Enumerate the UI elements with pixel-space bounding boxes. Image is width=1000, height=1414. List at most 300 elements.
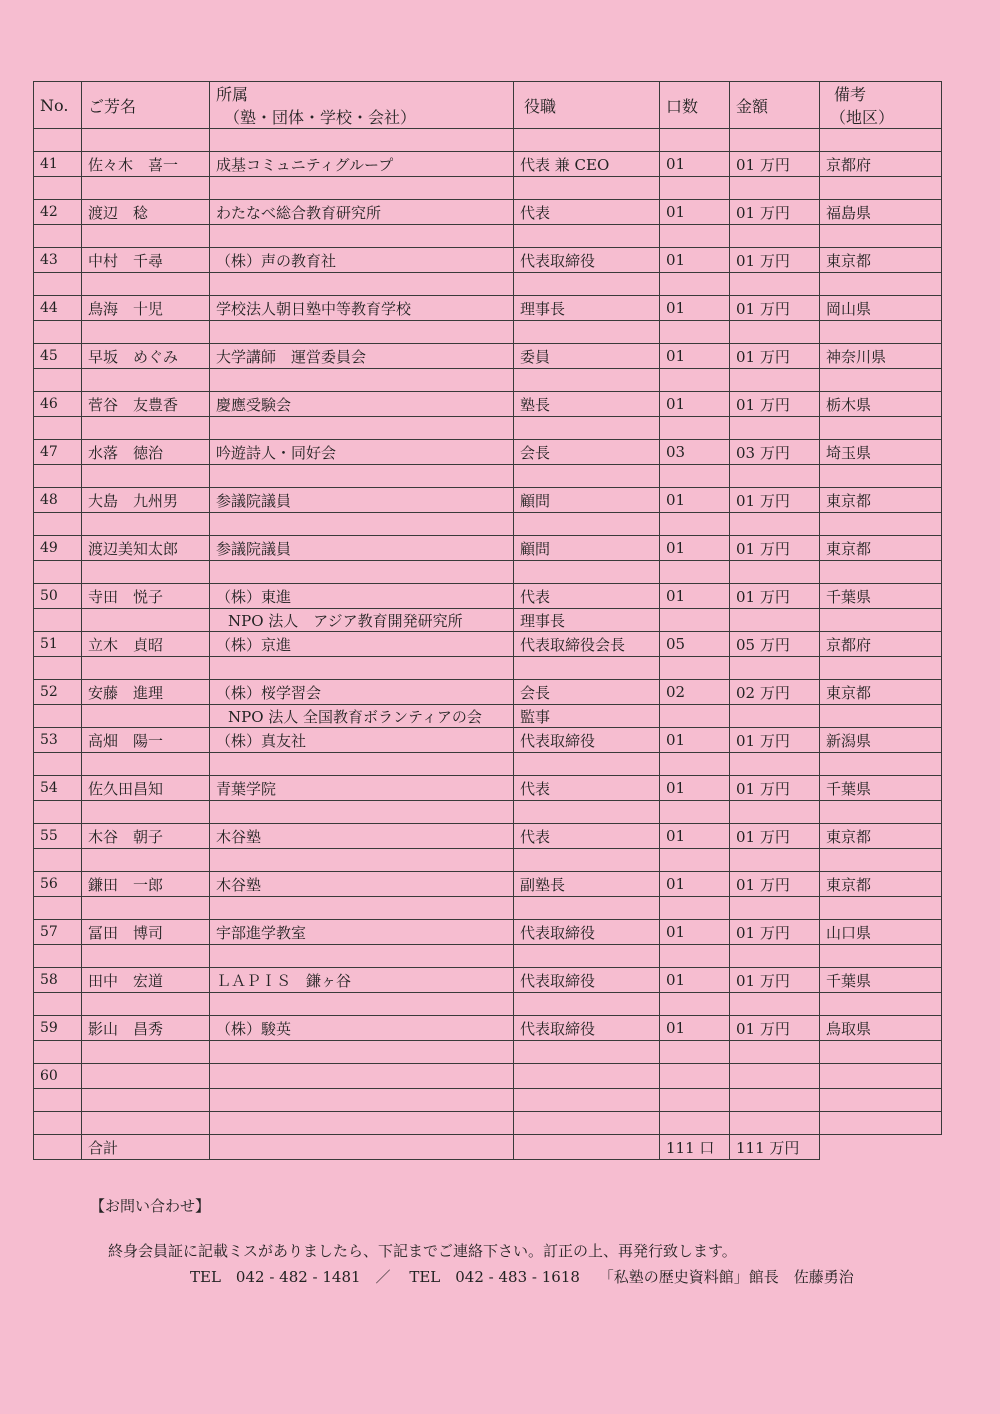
header-no: No. xyxy=(34,82,82,129)
blank-cell xyxy=(730,657,820,680)
blank-cell xyxy=(34,1135,82,1160)
blank-cell xyxy=(514,657,660,680)
roster-body xyxy=(34,82,942,1160)
blank-cell xyxy=(820,993,942,1016)
blank-cell xyxy=(660,657,730,680)
contact-heading: 【お問い合わせ】 xyxy=(90,1197,211,1215)
header-affiliation-sub: （塾・団体・学校・会社） xyxy=(224,108,417,127)
blank-row xyxy=(34,1112,942,1135)
row-number: 53 xyxy=(34,728,82,753)
blank-cell xyxy=(34,129,82,152)
blank-cell xyxy=(82,801,210,824)
blank-cell xyxy=(660,1112,730,1135)
member-affiliation: 慶應受験会 xyxy=(210,392,514,417)
member-position: 代表 xyxy=(514,824,660,849)
blank-cell xyxy=(210,177,514,200)
member-amount: 01 万円 xyxy=(730,152,820,177)
member-position: 塾長 xyxy=(514,392,660,417)
blank-cell xyxy=(820,1112,942,1135)
blank-cell xyxy=(210,1089,514,1112)
blank-cell xyxy=(820,801,942,824)
member-affiliation: 宇部進学教室 xyxy=(210,920,514,945)
member-region: 京都府 xyxy=(820,632,942,657)
member-name: 佐久田昌知 xyxy=(82,776,210,801)
member-roster-table xyxy=(33,81,942,1160)
member-region: 栃木県 xyxy=(820,392,942,417)
blank-cell xyxy=(514,993,660,1016)
blank-cell xyxy=(730,609,820,632)
total-row xyxy=(34,1135,942,1160)
blank-cell xyxy=(82,465,210,488)
header-name: ご芳名 xyxy=(82,82,210,129)
blank-cell xyxy=(730,801,820,824)
blank-cell xyxy=(660,561,730,584)
member-units: 01 xyxy=(660,1016,730,1041)
blank-cell xyxy=(730,177,820,200)
blank-cell xyxy=(82,273,210,296)
member-name: 水落 徳治 xyxy=(82,440,210,465)
member-name: 中村 千尋 xyxy=(82,248,210,273)
sub-affiliation-cell: NPO 法人 アジア教育開発研究所 xyxy=(210,609,514,632)
blank-cell xyxy=(660,849,730,872)
row-number: 45 xyxy=(34,344,82,369)
row-number: 47 xyxy=(34,440,82,465)
member-position: 代表取締役 xyxy=(514,248,660,273)
table-row xyxy=(34,632,942,657)
blank-cell xyxy=(820,465,942,488)
member-amount: 01 万円 xyxy=(730,296,820,321)
blank-cell xyxy=(730,1041,820,1064)
blank-cell xyxy=(82,1089,210,1112)
blank-row xyxy=(34,945,942,968)
blank-cell xyxy=(82,705,210,728)
member-amount: 01 万円 xyxy=(730,584,820,609)
blank-cell xyxy=(514,801,660,824)
blank-cell xyxy=(210,1135,514,1160)
blank-cell xyxy=(660,1089,730,1112)
member-affiliation: （株）桜学習会 xyxy=(210,680,514,705)
table-row xyxy=(34,440,942,465)
blank-cell xyxy=(514,225,660,248)
member-name: 大島 九州男 xyxy=(82,488,210,513)
blank-cell xyxy=(82,561,210,584)
blank-row xyxy=(34,993,942,1016)
blank-cell xyxy=(514,417,660,440)
signature: 「私塾の歴史資料館」館長 佐藤勇治 xyxy=(598,1268,854,1286)
blank-cell xyxy=(660,417,730,440)
blank-cell xyxy=(730,513,820,536)
table-row xyxy=(34,344,942,369)
row-number: 43 xyxy=(34,248,82,273)
member-units: 01 xyxy=(660,248,730,273)
blank-cell xyxy=(730,945,820,968)
member-region: 千葉県 xyxy=(820,968,942,993)
blank-cell xyxy=(34,993,82,1016)
member-name: 安藤 進理 xyxy=(82,680,210,705)
blank-row xyxy=(34,177,942,200)
blank-row xyxy=(34,849,942,872)
blank-cell xyxy=(514,1112,660,1135)
blank-cell xyxy=(82,897,210,920)
blank-cell xyxy=(210,849,514,872)
blank-cell xyxy=(210,273,514,296)
table-row xyxy=(34,296,942,321)
member-region: 千葉県 xyxy=(820,584,942,609)
row-number: 46 xyxy=(34,392,82,417)
blank-cell xyxy=(730,273,820,296)
member-amount: 01 万円 xyxy=(730,1016,820,1041)
blank-cell xyxy=(730,417,820,440)
blank-row xyxy=(34,561,942,584)
blank-row xyxy=(34,465,942,488)
member-amount: 01 万円 xyxy=(730,776,820,801)
blank-cell xyxy=(514,321,660,344)
blank-cell xyxy=(82,657,210,680)
blank-cell xyxy=(730,897,820,920)
blank-cell xyxy=(820,369,942,392)
blank-row xyxy=(34,753,942,776)
member-units: 01 xyxy=(660,728,730,753)
blank-cell xyxy=(514,465,660,488)
sub-position-cell: 監事 xyxy=(514,705,660,728)
member-position: 代表取締役 xyxy=(514,1016,660,1041)
tel-secondary: TEL 042 - 483 - 1618 xyxy=(409,1268,580,1286)
member-name: 佐々木 喜一 xyxy=(82,152,210,177)
row-number: 54 xyxy=(34,776,82,801)
blank-cell xyxy=(34,465,82,488)
blank-cell xyxy=(730,1089,820,1112)
member-position: 代表 xyxy=(514,584,660,609)
member-units: 01 xyxy=(660,296,730,321)
member-units: 01 xyxy=(660,536,730,561)
blank-cell xyxy=(660,321,730,344)
member-position: 代表取締役会長 xyxy=(514,632,660,657)
blank-cell xyxy=(210,657,514,680)
member-position xyxy=(514,1064,660,1089)
blank-cell xyxy=(820,177,942,200)
member-affiliation: （株）声の教育社 xyxy=(210,248,514,273)
blank-cell xyxy=(820,321,942,344)
blank-cell xyxy=(660,465,730,488)
blank-cell xyxy=(660,993,730,1016)
blank-row xyxy=(34,225,942,248)
blank-cell xyxy=(730,993,820,1016)
blank-cell xyxy=(210,561,514,584)
member-region: 東京都 xyxy=(820,824,942,849)
blank-cell xyxy=(34,513,82,536)
blank-cell xyxy=(820,1135,942,1160)
table-row xyxy=(34,920,942,945)
blank-cell xyxy=(82,129,210,152)
member-region: 東京都 xyxy=(820,488,942,513)
member-units: 01 xyxy=(660,344,730,369)
header-remarks-label: 備考 xyxy=(834,85,867,104)
blank-row xyxy=(34,801,942,824)
blank-cell xyxy=(210,417,514,440)
member-affiliation: 木谷塾 xyxy=(210,824,514,849)
member-name: 高畑 陽一 xyxy=(82,728,210,753)
blank-cell xyxy=(210,897,514,920)
member-region: 東京都 xyxy=(820,248,942,273)
member-name: 早坂 めぐみ xyxy=(82,344,210,369)
blank-cell xyxy=(820,897,942,920)
member-affiliation: 学校法人朝日塾中等教育学校 xyxy=(210,296,514,321)
blank-cell xyxy=(820,705,942,728)
blank-cell xyxy=(730,225,820,248)
member-affiliation: 成基コミュニティグループ xyxy=(210,152,514,177)
blank-cell xyxy=(820,849,942,872)
sub-affiliation-row xyxy=(34,609,942,632)
blank-cell xyxy=(34,177,82,200)
blank-cell xyxy=(730,465,820,488)
table-row xyxy=(34,152,942,177)
row-number: 52 xyxy=(34,680,82,705)
blank-cell xyxy=(730,1112,820,1135)
member-region: 京都府 xyxy=(820,152,942,177)
blank-row xyxy=(34,1089,942,1112)
member-affiliation: （株）駿英 xyxy=(210,1016,514,1041)
blank-cell xyxy=(82,1041,210,1064)
row-number: 44 xyxy=(34,296,82,321)
spacer-row xyxy=(34,129,942,152)
member-position: 代表取締役 xyxy=(514,968,660,993)
header-remarks xyxy=(820,82,942,129)
blank-cell xyxy=(210,993,514,1016)
blank-cell xyxy=(210,321,514,344)
blank-cell xyxy=(730,369,820,392)
blank-cell xyxy=(514,273,660,296)
blank-cell xyxy=(82,513,210,536)
blank-cell xyxy=(514,513,660,536)
blank-cell xyxy=(660,513,730,536)
blank-row xyxy=(34,417,942,440)
member-amount: 01 万円 xyxy=(730,536,820,561)
sub-position-cell: 理事長 xyxy=(514,609,660,632)
blank-cell xyxy=(210,753,514,776)
member-units: 01 xyxy=(660,776,730,801)
member-name: 菅谷 友豊香 xyxy=(82,392,210,417)
blank-cell xyxy=(514,1089,660,1112)
table-row xyxy=(34,968,942,993)
member-position: 副塾長 xyxy=(514,872,660,897)
member-name: 渡辺 稔 xyxy=(82,200,210,225)
member-amount: 01 万円 xyxy=(730,920,820,945)
blank-cell xyxy=(34,273,82,296)
blank-cell xyxy=(210,225,514,248)
blank-cell xyxy=(34,849,82,872)
member-affiliation: わたなべ総合教育研究所 xyxy=(210,200,514,225)
member-region: 新潟県 xyxy=(820,728,942,753)
member-position: 会長 xyxy=(514,680,660,705)
table-row xyxy=(34,872,942,897)
member-units: 01 xyxy=(660,872,730,897)
blank-cell xyxy=(660,129,730,152)
member-name: 渡辺美知太郎 xyxy=(82,536,210,561)
blank-cell xyxy=(660,1041,730,1064)
row-number: 58 xyxy=(34,968,82,993)
member-units xyxy=(660,1064,730,1089)
blank-cell xyxy=(210,801,514,824)
member-affiliation: （株）京進 xyxy=(210,632,514,657)
blank-cell xyxy=(660,369,730,392)
header-row xyxy=(34,82,942,129)
member-region: 東京都 xyxy=(820,680,942,705)
table-row xyxy=(34,536,942,561)
table-row xyxy=(34,488,942,513)
row-number: 56 xyxy=(34,872,82,897)
member-name: 冨田 博司 xyxy=(82,920,210,945)
member-region: 山口県 xyxy=(820,920,942,945)
blank-cell xyxy=(660,753,730,776)
blank-cell xyxy=(210,1112,514,1135)
member-affiliation: 木谷塾 xyxy=(210,872,514,897)
blank-cell xyxy=(210,513,514,536)
member-position: 代表取締役 xyxy=(514,728,660,753)
blank-cell xyxy=(514,1135,660,1160)
blank-cell xyxy=(210,465,514,488)
member-name: 寺田 悦子 xyxy=(82,584,210,609)
member-units: 01 xyxy=(660,584,730,609)
blank-cell xyxy=(34,945,82,968)
table-row xyxy=(34,248,942,273)
header-remarks-sub: （地区） xyxy=(830,108,895,127)
member-position: 代表 xyxy=(514,200,660,225)
blank-cell xyxy=(820,609,942,632)
member-amount: 01 万円 xyxy=(730,488,820,513)
member-affiliation: （株）東進 xyxy=(210,584,514,609)
blank-cell xyxy=(514,753,660,776)
member-affiliation: 青葉学院 xyxy=(210,776,514,801)
member-units: 01 xyxy=(660,920,730,945)
member-position: 代表 xyxy=(514,776,660,801)
member-affiliation: （株）真友社 xyxy=(210,728,514,753)
blank-cell xyxy=(660,705,730,728)
member-affiliation: ＬＡＰＩＳ 鎌ヶ谷 xyxy=(210,968,514,993)
row-number: 55 xyxy=(34,824,82,849)
row-number: 41 xyxy=(34,152,82,177)
blank-row xyxy=(34,513,942,536)
blank-cell xyxy=(660,945,730,968)
blank-cell xyxy=(730,753,820,776)
row-number: 50 xyxy=(34,584,82,609)
header-affiliation-label: 所属 xyxy=(216,85,249,104)
blank-cell xyxy=(820,225,942,248)
member-affiliation: 参議院議員 xyxy=(210,488,514,513)
row-number: 51 xyxy=(34,632,82,657)
table-row xyxy=(34,728,942,753)
member-name: 田中 宏道 xyxy=(82,968,210,993)
row-number: 48 xyxy=(34,488,82,513)
row-number: 60 xyxy=(34,1064,82,1089)
member-region: 岡山県 xyxy=(820,296,942,321)
blank-cell xyxy=(82,369,210,392)
blank-cell xyxy=(34,657,82,680)
blank-cell xyxy=(820,513,942,536)
blank-cell xyxy=(820,129,942,152)
row-number: 59 xyxy=(34,1016,82,1041)
member-region xyxy=(820,1064,942,1089)
member-position: 理事長 xyxy=(514,296,660,321)
blank-cell xyxy=(34,801,82,824)
blank-cell xyxy=(34,321,82,344)
blank-cell xyxy=(34,1041,82,1064)
table-row xyxy=(34,392,942,417)
row-number: 49 xyxy=(34,536,82,561)
correction-message: 終身会員証に記載ミスがありましたら、下記までご連絡下さい。訂正の上、再発行致します。 xyxy=(108,1242,737,1260)
member-name: 立木 貞昭 xyxy=(82,632,210,657)
member-region: 東京都 xyxy=(820,536,942,561)
table-row xyxy=(34,1016,942,1041)
blank-cell xyxy=(820,1041,942,1064)
member-amount: 01 万円 xyxy=(730,344,820,369)
blank-cell xyxy=(82,849,210,872)
member-amount: 01 万円 xyxy=(730,392,820,417)
blank-cell xyxy=(820,753,942,776)
blank-cell xyxy=(514,561,660,584)
blank-cell xyxy=(34,417,82,440)
telephone-line xyxy=(190,1266,868,1287)
member-region: 福島県 xyxy=(820,200,942,225)
blank-cell xyxy=(820,417,942,440)
member-name xyxy=(82,1064,210,1089)
blank-cell xyxy=(514,369,660,392)
member-affiliation: 大学講師 運営委員会 xyxy=(210,344,514,369)
member-region: 埼玉県 xyxy=(820,440,942,465)
blank-cell xyxy=(82,1112,210,1135)
blank-cell xyxy=(34,225,82,248)
blank-cell xyxy=(82,945,210,968)
blank-row xyxy=(34,897,942,920)
blank-cell xyxy=(660,609,730,632)
blank-cell xyxy=(730,705,820,728)
blank-cell xyxy=(82,177,210,200)
member-amount: 01 万円 xyxy=(730,968,820,993)
blank-cell xyxy=(82,993,210,1016)
blank-cell xyxy=(660,801,730,824)
row-number: 42 xyxy=(34,200,82,225)
member-affiliation: 吟遊詩人・同好会 xyxy=(210,440,514,465)
total-units: 111 口 xyxy=(660,1135,730,1160)
blank-row xyxy=(34,1041,942,1064)
member-amount: 02 万円 xyxy=(730,680,820,705)
table-row xyxy=(34,824,942,849)
blank-row xyxy=(34,273,942,296)
table-row xyxy=(34,200,942,225)
blank-cell xyxy=(34,897,82,920)
header-affiliation xyxy=(210,82,514,129)
blank-cell xyxy=(820,1089,942,1112)
table-row xyxy=(34,680,942,705)
row-number: 57 xyxy=(34,920,82,945)
sub-affiliation-cell: NPO 法人 全国教育ボランティアの会 xyxy=(210,705,514,728)
blank-cell xyxy=(660,177,730,200)
member-affiliation xyxy=(210,1064,514,1089)
blank-cell xyxy=(730,561,820,584)
table-row xyxy=(34,584,942,609)
blank-cell xyxy=(820,945,942,968)
member-name: 鳥海 十児 xyxy=(82,296,210,321)
member-amount: 03 万円 xyxy=(730,440,820,465)
blank-cell xyxy=(210,129,514,152)
member-region: 鳥取県 xyxy=(820,1016,942,1041)
member-amount: 01 万円 xyxy=(730,728,820,753)
member-units: 01 xyxy=(660,152,730,177)
blank-cell xyxy=(514,945,660,968)
member-units: 01 xyxy=(660,392,730,417)
member-amount: 01 万円 xyxy=(730,248,820,273)
blank-cell xyxy=(82,321,210,344)
blank-cell xyxy=(82,225,210,248)
